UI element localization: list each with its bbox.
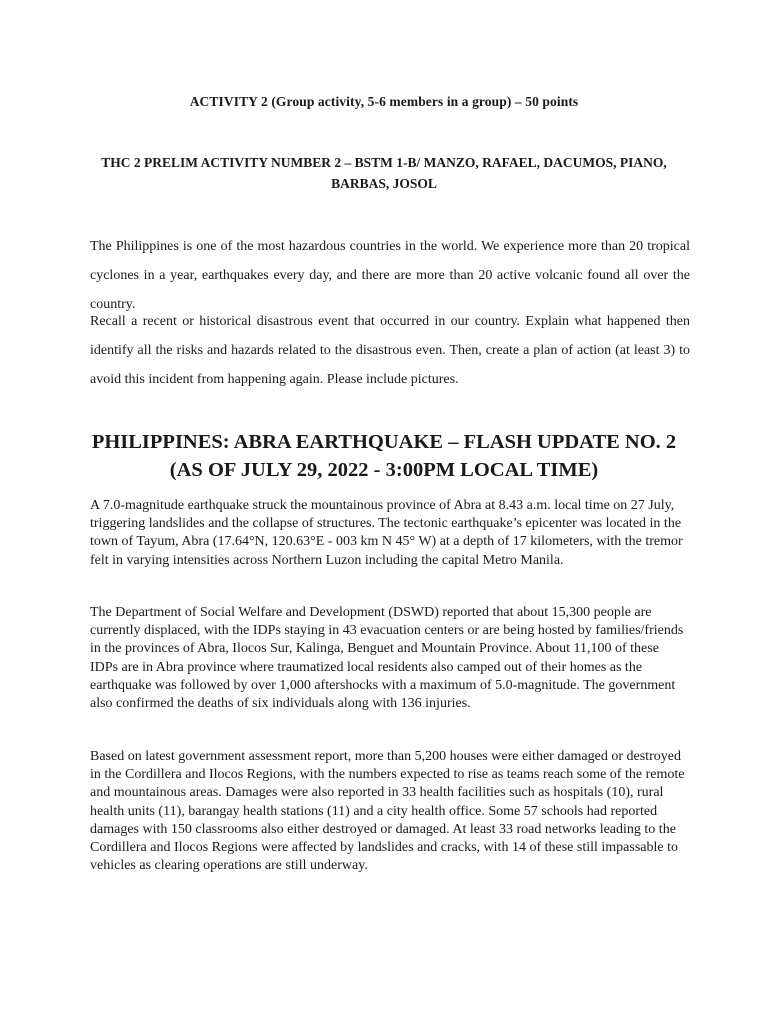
group-heading: THC 2 PRELIM ACTIVITY NUMBER 2 – BSTM 1-B/ MANZO, RAFAEL, DACUMOS, PIANO, BARBAS, JOSOL [101,155,667,191]
report-paragraph-displacement: The Department of Social Welfare and Development (DSWD) reported that about 15,300 people are currently displaced, with the IDPs staying in 43 evacuation centers or are being hosted by families/friends in the provinces of Abra, Ilocos Sur, Kalinga, Benguet and Mountain Province. About 11,100 of these IDPs are in Abra province where traumatized local residents also camped out of their homes as the earthquake was followed by over 1,000 aftershocks with a maximum of 5.0-magnitude. The government also confirmed the deaths of six individuals along with 136 injuries. [90,605,684,712]
intro-paragraph-1: The Philippines is one of the most hazardous countries in the world. We experience more than 20 tropical cyclones in a year, earthquakes every day, and there are more than 20 active volcanic found all over the country. [90,239,690,312]
activity-heading: ACTIVITY 2 (Group activity, 5-6 members in a group) – 50 points [189,94,579,109]
report-title [60,428,708,484]
report-title-line-2: (AS OF JULY 29, 2022 - 3:00PM LOCAL TIME) [169,459,599,481]
report-paragraph-damages: Based on latest government assessment report, more than 5,200 houses were either damaged or destroyed in the Cordillera and Ilocos Regions, with the numbers expected to rise as teams reach some of the remote and mountainous areas. Damages were also reported in 33 health facilities such as hospitals (10), rural health units (11), barangay health stations (11) and a city health office. Some 57 schools had reported damages with 150 classrooms also either destroyed or damaged. At least 33 road networks leading to the Cordillera and Ilocos Regions were affected by landslides and cracks, with 14 of these still impassable to vehicles as clearing operations are still underway. [90,749,685,874]
report-paragraph-earthquake: A 7.0-magnitude earthquake struck the mountainous province of Abra at 8.43 a.m. local time on 27 July, triggering landslides and the collapse of structures. The tectonic earthquake’s epicenter was located in the town of Tayum, Abra (17.64°N, 120.63°E - 003 km N 45° W) at a depth of 17 kilometers, with the tremor felt in varying intensities across Northern Luzon including the capital Metro Manila. [90,498,683,568]
intro-paragraph-2: Recall a recent or historical disastrous event that occurred in our country. Explain what happened then identify all the risks and hazards related to the disastrous even. Then, create a plan of action (at least 3) to avoid this incident from happening again. Please include pictures. [90,314,690,387]
report-title-line-1: PHILIPPINES: ABRA EARTHQUAKE – FLASH UPDATE NO. 2 [91,431,677,453]
